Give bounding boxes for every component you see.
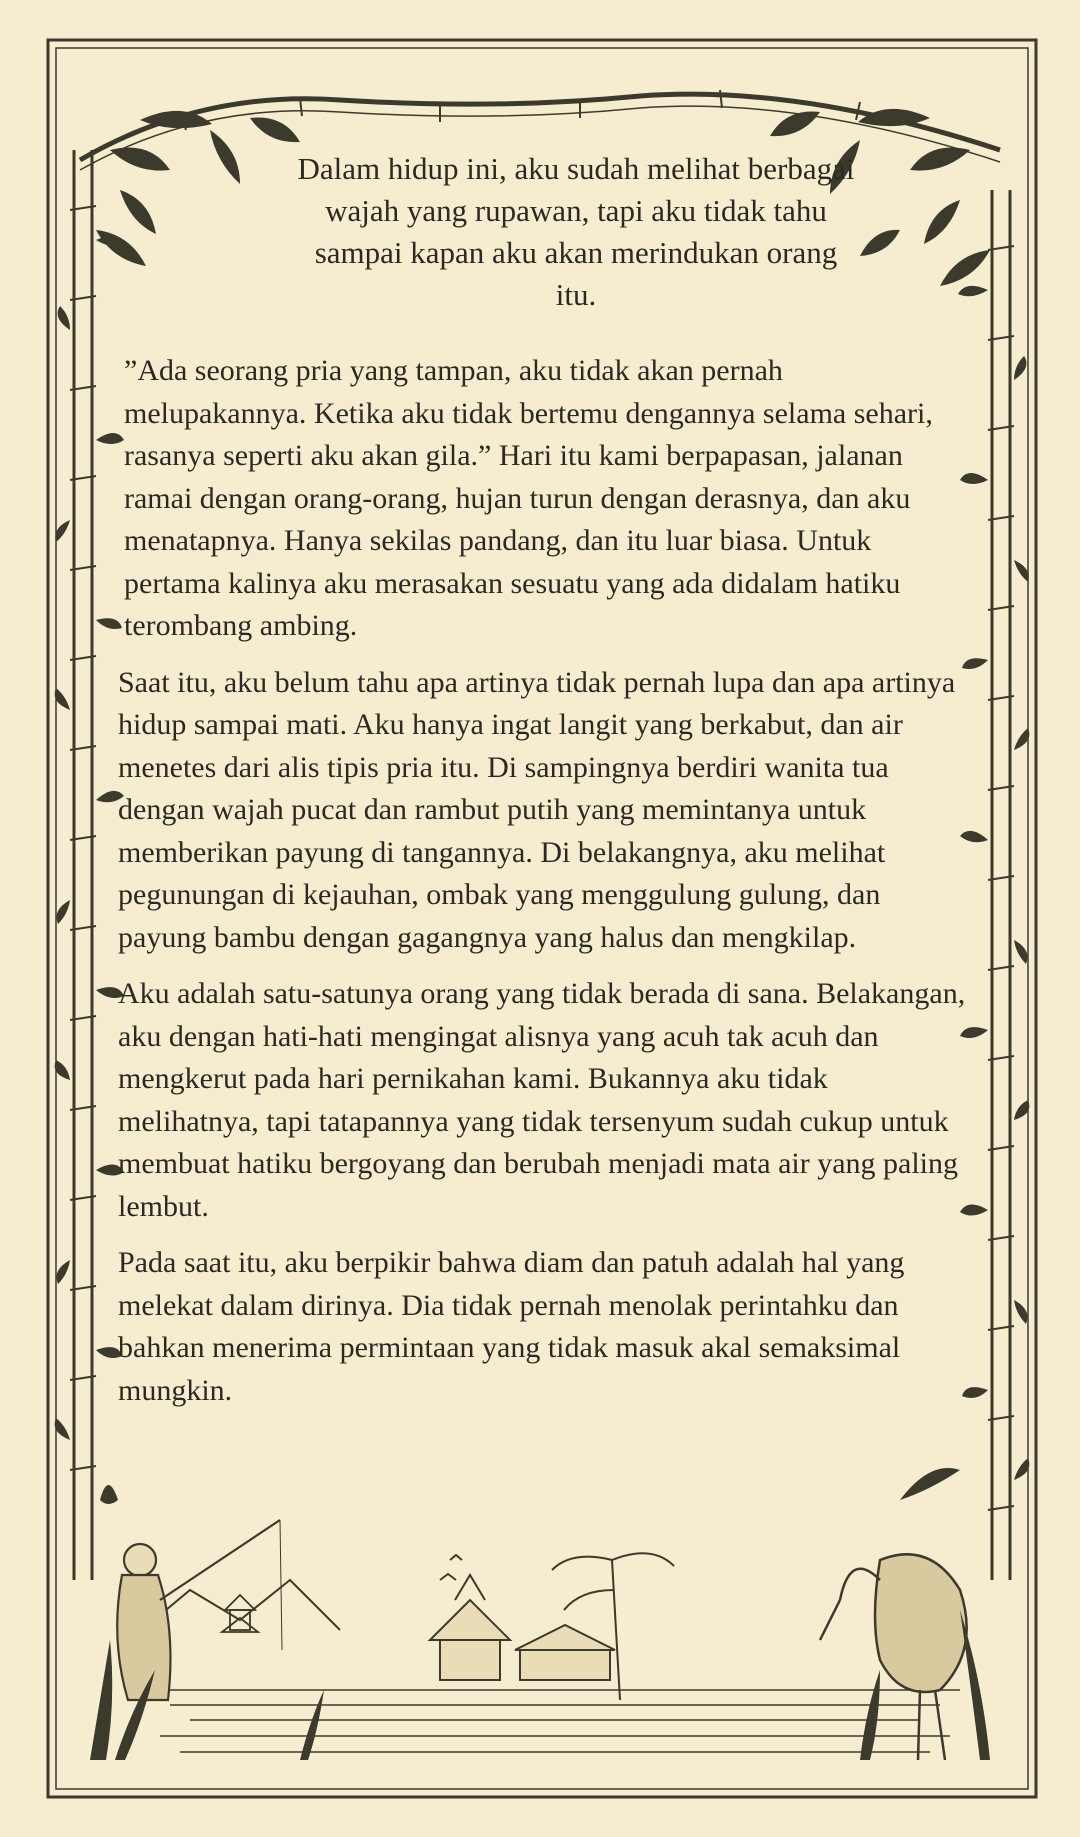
- paragraph: Pada saat itu, aku berpikir bahwa diam dan patuh adalah hal yang melekat dalam dirinya. Dia tidak pernah menolak perintahku dan bahkan menerima permintaan yang tidak masuk akal semaksimal mungkin.: [118, 1246, 905, 1407]
- intro-quote: Dalam hidup ini, aku sudah melihat berbagai wajah yang rupawan, tapi aku tidak tahu sampai kapan aku akan merindukan orang itu.: [297, 151, 855, 312]
- paragraph: Aku adalah satu-satunya orang yang tidak berada di sana. Belakangan, aku dengan hati-hati mengingat alisnya yang acuh tak acuh dan mengkerut pada hari pernikahan kami. Bukannya aku tidak melihatnya, tapi tatapannya yang tidak tersenyum sudah cukup untuk membuat hatiku bergoyang dan berubah menjadi mata air yang paling lembut.: [118, 977, 966, 1223]
- story-text: [118, 148, 968, 1412]
- paragraph: ”Ada seorang pria yang tampan, aku tidak akan pernah melupakannya. Ketika aku tidak bertemu dengannya selama sehari, rasanya seperti aku akan gila.” Hari itu kami berpapasan, jalanan ramai dengan orang-orang, hujan turun dengan derasnya, dan aku menatapnya. Hanya sekilas pandang, dan itu luar biasa. Untuk pertama kalinya aku merasakan sesuatu yang ada didalam hatiku terombang ambing.: [124, 354, 933, 642]
- paragraph: Saat itu, aku belum tahu apa artinya tidak pernah lupa dan apa artinya hidup sampai mati. Aku hanya ingat langit yang berkabut, dan air menetes dari alis tipis pria itu. Di sampingnya berdiri wanita tua dengan wajah pucat dan rambut putih yang memintanya untuk memberikan payung di tangannya. Di belakangnya, aku melihat pegunungan di kejauhan, ombak yang menggulung gulung, dan payung bambu dengan gagangnya yang halus dan mengkilap.: [118, 665, 956, 954]
- bamboo-stalk-right-icon: [958, 190, 1029, 1580]
- landscape-scene-icon: [90, 1468, 990, 1760]
- bamboo-stalk-icon: [55, 150, 126, 1580]
